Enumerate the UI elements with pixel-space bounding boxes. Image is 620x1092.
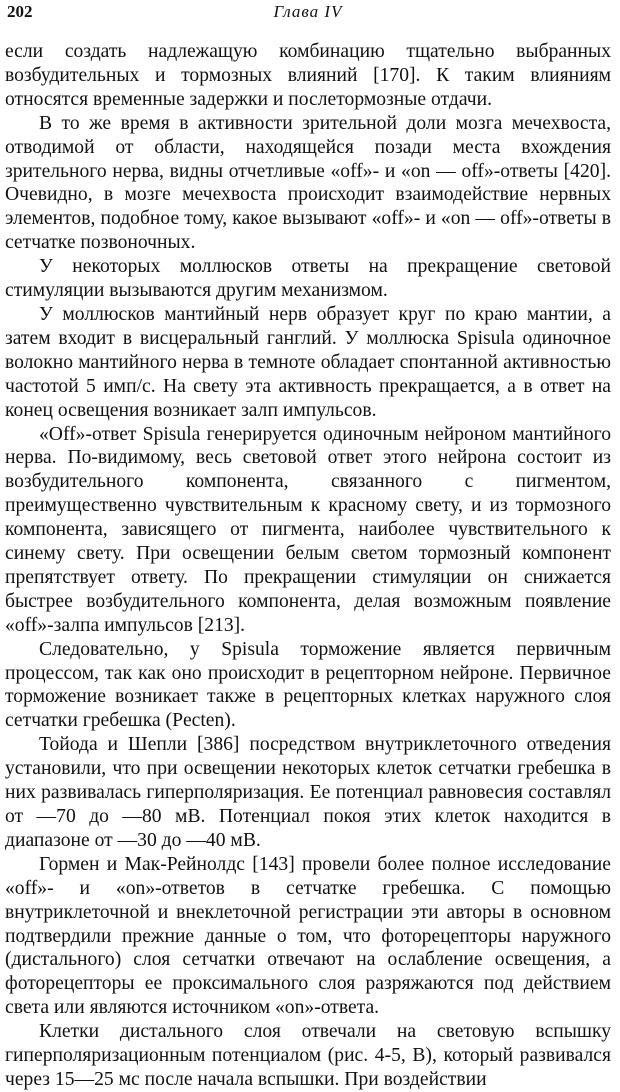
paragraph: Гормен и Мак-Рейнолдс [143] провели более полное исследование «off»- и «on»-ответов в сетчатке гребешка. С помощью внутриклеточной и внеклеточной регистрации эти авторы в основном подтвердили прежние данные о том, что фоторецепторы наружного (дистального) слоя сетчатки отвечают на ослабление освещения, а фоторецепторы ее проксимального слоя разряжаются под действием света или являются источником «on»-ответа. — [5, 853, 611, 1019]
paragraph: если создать надлежащую комбинацию тщательно выбранных возбудительных и тормозных влияний [170]. К таким влияниям относятся временные задержки и послетормозные отдачи. — [5, 41, 611, 110]
paragraph: В то же время в активности зрительной доли мозга мечехвоста, отводимой от области, находящейся позади места вхождения зрительного нерва, видны отчетливые «off»- и «on — off»-ответы [420]. Очевидно, в мозге мечехвоста происходит взаимодействие нервных элементов, подобное тому, какое вызывают «off»- и «on — off»-ответы в сетчатке позвоночных. — [5, 112, 611, 254]
paragraph: Тойода и Шепли [386] посредством внутриклеточного отведения установили, что при освещении некоторых клеток сетчатки гребешка в них развивалась гиперполяризация. Ее потенциал равновесия составлял от —70 до —80 мВ. Потенциал покоя этих клеток находится в диапазоне от —30 до —40 мВ. — [5, 734, 611, 851]
paragraph: Следовательно, у Spisula торможение является первичным процессом, так как оно происходит в рецепторном нейроне. Первичное торможение возникает также в рецепторных клетках наружного слоя сетчатки гребешка (Pecten). — [5, 638, 611, 732]
paragraph: «Off»-ответ Spisula генерируется одиночным нейроном мантийного нерва. По-видимому, весь световой ответ этого нейрона состоит из возбудительного компонента, связанного с пигментом, преимущественно чувствительным к красному свету, и из тормозного компонента, зависящего от пигмента, наиболее чувствительного к синему свету. При освещении белым светом тормозный компонент препятствует ответу. По прекращении стимуляции он снижается быстрее возбудительного компонента, делая возможным появление «off»-залпа импульсов [213]. — [5, 423, 611, 636]
page-header — [5, 0, 611, 40]
running-title: Глава IV — [273, 2, 343, 21]
paragraph: У моллюсков мантийный нерв образует круг по краю мантии, а затем входит в висцеральный ганглий. У моллюска Spisula одиночное волокно мантийного нерва в темноте обладает спонтанной активностью частотой 5 имп/с. На свету эта активность прекращается, а в ответ на конец освещения возникает залп импульсов. — [5, 303, 611, 421]
page-number: 202 — [7, 2, 33, 21]
paragraph: У некоторых моллюсков ответы на прекращение световой стимуляции вызываются другим механизмом. — [5, 256, 611, 302]
body-text — [5, 40, 611, 1092]
paragraph: Клетки дистального слоя отвечали на световую вспышку гиперполяризационным потенциалом (рис. 4-5, B), который развивался через 15—25 мс после начала вспышки. При воздействии — [5, 1021, 611, 1090]
